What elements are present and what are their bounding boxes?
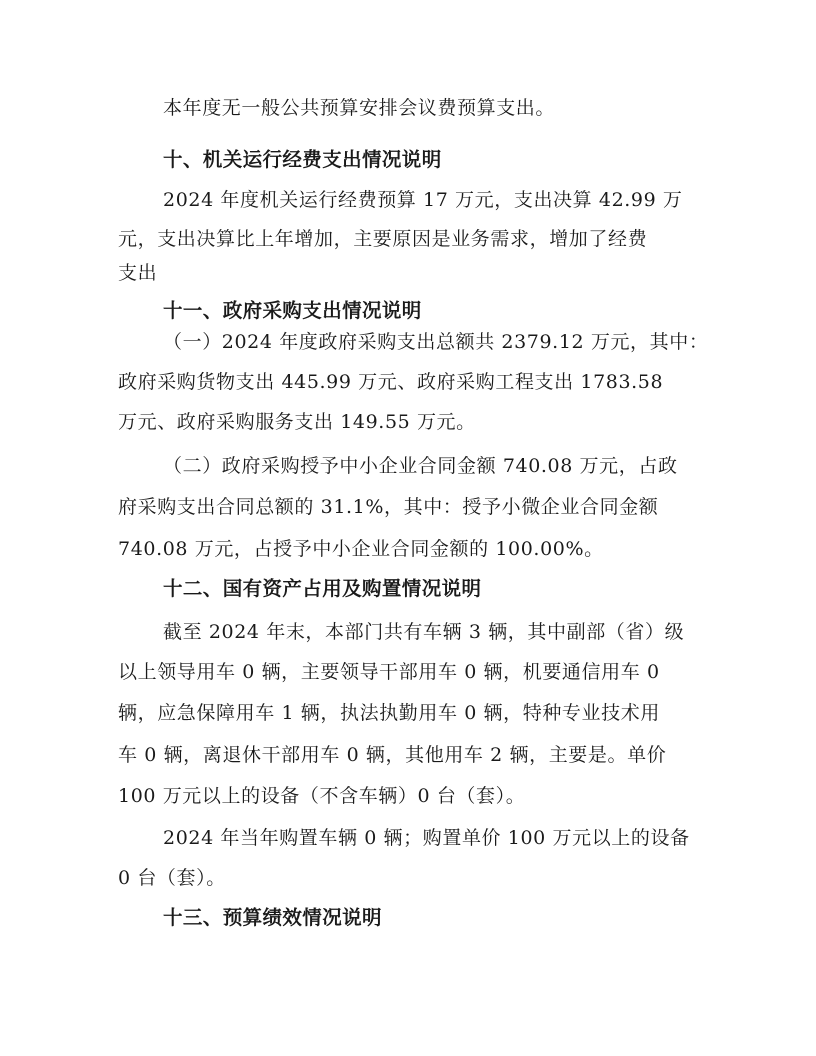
section-12-paragraph-1-line: 截至 2024 年末，本部门共有车辆 3 辆，其中副部（省）级 [163, 621, 685, 643]
section-11-paragraph-1-line: 万元、政府采购服务支出 149.55 万元。 [118, 411, 476, 433]
section-11-paragraph-2-line: 府采购支出合同总额的 31.1%，其中：授予小微企业合同金额 [118, 496, 659, 518]
section-12-paragraph-1-line: 100 万元以上的设备（不含车辆）0 台（套）。 [118, 785, 526, 807]
section-12-paragraph-1-line: 车 0 辆，离退休干部用车 0 辆，其他用车 2 辆，主要是。单价 [118, 744, 667, 766]
section-12-paragraph-2-line: 0 台（套）。 [118, 867, 226, 889]
section-11-paragraph-2-line: 740.08 万元，占授予中小企业合同金额的 100.00%。 [118, 538, 604, 560]
section-11-paragraph-1-line: 政府采购货物支出 445.99 万元、政府采购工程支出 1783.58 [118, 371, 664, 393]
section-13-heading: 十三、预算绩效情况说明 [163, 906, 382, 929]
section-10-heading: 十、机关运行经费支出情况说明 [163, 148, 442, 171]
intro-paragraph: 本年度无一般公共预算安排会议费预算支出。 [163, 97, 556, 119]
section-11-heading: 十一、政府采购支出情况说明 [163, 299, 422, 322]
section-12-paragraph-1-line: 辆，应急保障用车 1 辆，执法执勤用车 0 辆，特种专业技术用 [118, 702, 660, 724]
section-10-paragraph-line: 2024 年度机关运行经费预算 17 万元，支出决算 42.99 万 [163, 189, 683, 211]
section-12-paragraph-2-line: 2024 年当年购置车辆 0 辆；购置单价 100 万元以上的设备 [163, 827, 690, 849]
section-12-heading: 十二、国有资产占用及购置情况说明 [163, 577, 482, 600]
section-10-paragraph-line: 元，支出决算比上年增加，主要原因是业务需求，增加了经费 [118, 228, 648, 250]
section-10-paragraph-line: 支出 [118, 262, 158, 284]
section-11-paragraph-1-line: （一）2024 年度政府采购支出总额共 2379.12 万元，其中： [163, 331, 709, 353]
section-11-paragraph-2-line: （二）政府采购授予中小企业合同金额 740.08 万元，占政 [163, 455, 678, 477]
section-12-paragraph-1-line: 以上领导用车 0 辆，主要领导干部用车 0 辆，机要通信用车 0 [118, 661, 660, 683]
